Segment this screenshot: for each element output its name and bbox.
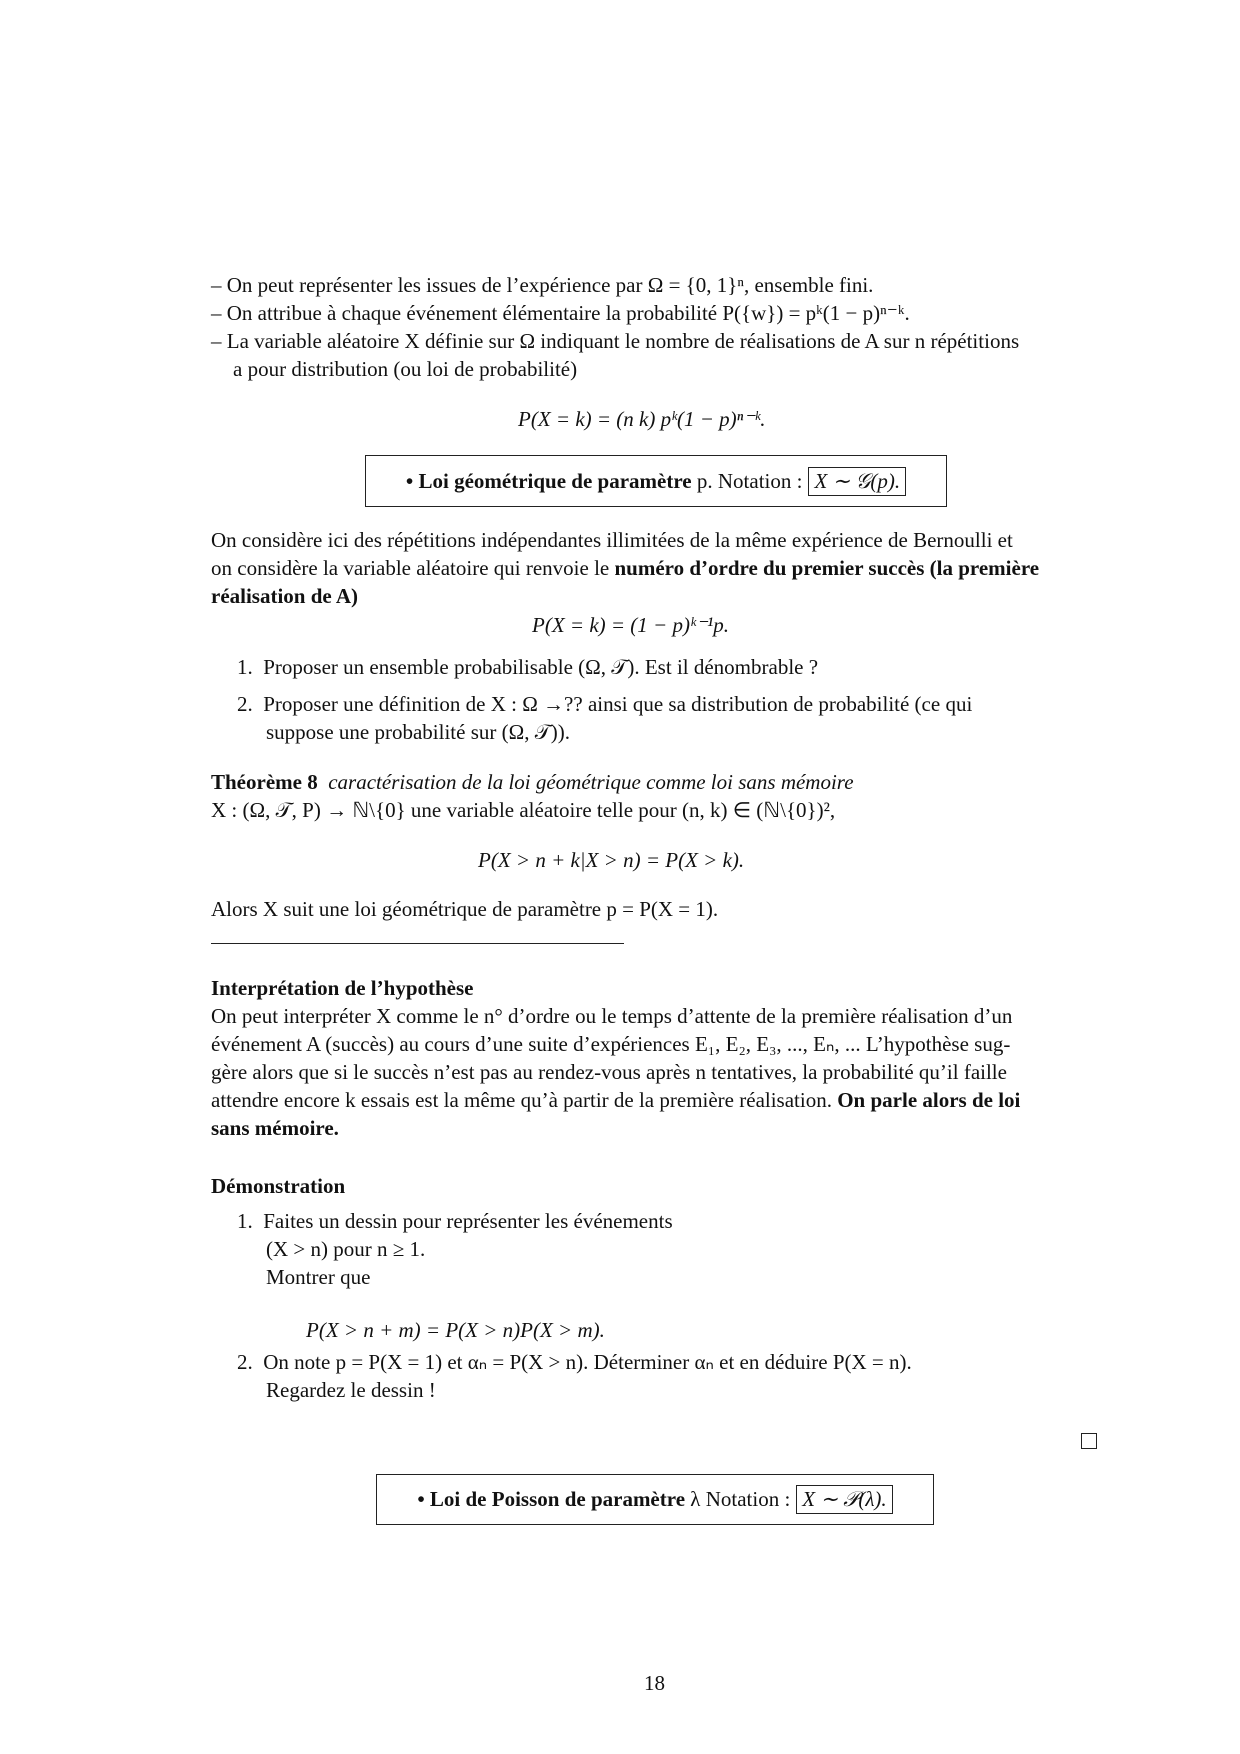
question-1: 1. Proposer un ensemble probabilisable (Ω, 𝒯). Est il dénombrable ? — [237, 655, 819, 679]
theorem-formula: P(X > n + k|X > n) = P(X > k). — [478, 848, 745, 872]
notation-box: X ∼ 𝒫(λ). — [796, 1485, 892, 1514]
demo-formula: P(X > n + m) = P(X > n)P(X > m). — [306, 1318, 605, 1342]
list-item: – On peut représenter les issues de l’expérience par Ω = {0, 1}ⁿ, ensemble fini. — [211, 273, 874, 297]
divider — [211, 943, 624, 944]
page-number: 18 — [644, 1671, 665, 1695]
notation-box: X ∼ 𝒢(p). — [808, 467, 906, 496]
geometric-formula: P(X = k) = (1 − p)ᵏ⁻¹p. — [532, 613, 729, 637]
theorem-heading: Théorème 8 caractérisation de la loi géométrique comme loi sans mémoire — [211, 770, 854, 794]
box-title: • Loi de Poisson de paramètre — [417, 1487, 686, 1511]
demo-step-2: 2. On note p = P(X = 1) et αₙ = P(X > n). Déterminer αₙ et en déduire P(X = n). — [237, 1350, 912, 1374]
paragraph: On considère ici des répétitions indépendantes illimitées de la même expérience de Bernoulli et on considère la variable aléatoire qui renvoie le numéro d’ordre du premier succès (la première réalisation de A) — [211, 528, 1040, 608]
list-item: – La variable aléatoire X définie sur Ω indiquant le nombre de réalisations de A sur n répétitions — [211, 329, 1020, 353]
demo-step-2-line: Regardez le dessin ! — [266, 1378, 436, 1402]
interpretation-heading: Interprétation de l’hypothèse — [211, 976, 474, 1000]
demo-step-1-line: (X > n) pour n ≥ 1. — [266, 1237, 426, 1261]
box-notation-label: λ Notation : — [690, 1487, 791, 1511]
demo-step-1-line: Montrer que — [266, 1265, 371, 1289]
demo-step-1: 1. Faites un dessin pour représenter les événements — [237, 1209, 673, 1233]
binomial-formula: P(X = k) = (n k) pᵏ(1 − p)ⁿ⁻ᵏ. — [518, 407, 766, 431]
question-2: 2. Proposer une définition de X : Ω →?? ainsi que sa distribution de probabilité (ce qui — [237, 692, 973, 716]
poisson-law-box — [376, 1474, 934, 1525]
qed-square-icon — [1081, 1433, 1097, 1449]
question-2-continued: suppose une probabilité sur (Ω, 𝒯)). — [266, 720, 571, 744]
box-title: • Loi géométrique de paramètre — [405, 468, 692, 493]
list-item-continued: a pour distribution (ou loi de probabilité) — [233, 357, 578, 381]
interpretation-paragraph: On peut interpréter X comme le n° d’ordre ou le temps d’attente de la première réalisation d’un événement A (succès) au cours d’une suite d’expériences E₁, E₂, E₃, ..., Eₙ, ... L’hypothèse sug- gère alors que si le succès n’est pas au rendez-vous après n tentatives, la probabilité qu’il faille attendre encore k essais est la même qu’à partir de la première réalisation. On parle alors de loi sans mémoire. — [211, 1004, 1021, 1140]
list-item: – On attribue à chaque événement élémentaire la probabilité P({w}) = pᵏ(1 − p)ⁿ⁻ᵏ. — [211, 301, 910, 325]
box-notation-label: p. Notation : — [696, 468, 803, 493]
demonstration-heading: Démonstration — [211, 1174, 346, 1198]
geometric-law-box — [365, 455, 947, 507]
theorem-conclusion: Alors X suit une loi géométrique de paramètre p = P(X = 1). — [211, 897, 719, 921]
theorem-statement: X : (Ω, 𝒯, P) → ℕ\{0} une variable aléatoire telle pour (n, k) ∈ (ℕ\{0})², — [211, 798, 836, 822]
